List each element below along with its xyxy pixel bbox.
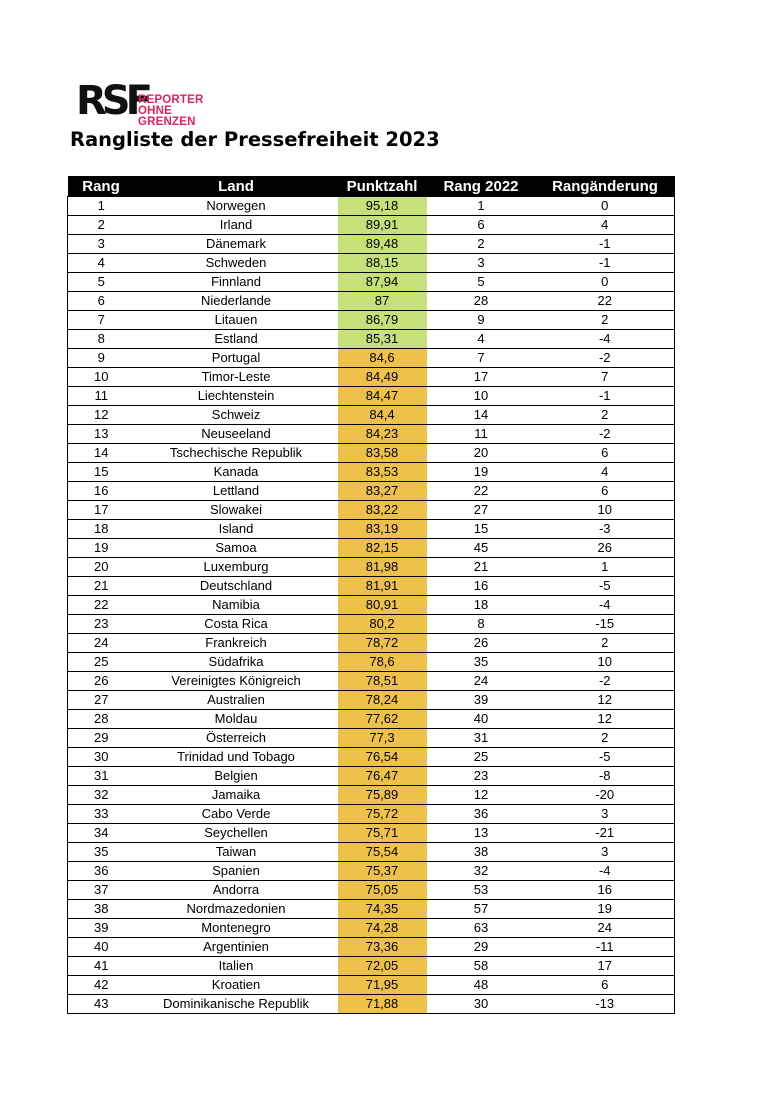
cell-rank-change: 22 [536,292,675,311]
cell-country: Timor-Leste [135,368,338,387]
cell-rank-change: -8 [536,767,675,786]
ranking-table-header [68,176,675,197]
table-row [68,862,675,881]
cell-rank-2022: 28 [427,292,536,311]
cell-score: 89,91 [338,216,427,235]
cell-country: Australien [135,691,338,710]
table-row [68,425,675,444]
cell-score: 78,51 [338,672,427,691]
cell-country: Montenegro [135,919,338,938]
cell-rank-change: 6 [536,482,675,501]
page-title: Rangliste der Pressefreiheit 2023 [70,128,440,151]
cell-score: 78,24 [338,691,427,710]
cell-score: 83,53 [338,463,427,482]
cell-rank-2022: 11 [427,425,536,444]
cell-rank-2022: 10 [427,387,536,406]
cell-rank: 27 [68,691,135,710]
cell-rank-2022: 17 [427,368,536,387]
cell-rank-2022: 13 [427,824,536,843]
cell-rank-change: 12 [536,691,675,710]
cell-country: Irland [135,216,338,235]
cell-rank-change: 0 [536,197,675,216]
cell-score: 74,35 [338,900,427,919]
cell-score: 85,31 [338,330,427,349]
cell-country: Schweiz [135,406,338,425]
header-rank-2022: Rang 2022 [427,176,536,197]
cell-rank-change: 17 [536,957,675,976]
cell-country: Luxemburg [135,558,338,577]
table-row [68,501,675,520]
cell-rank-2022: 23 [427,767,536,786]
cell-score: 74,28 [338,919,427,938]
cell-rank-change: 2 [536,729,675,748]
cell-rank: 9 [68,349,135,368]
table-row [68,919,675,938]
cell-rank: 40 [68,938,135,957]
table-row [68,672,675,691]
cell-rank-change: 4 [536,463,675,482]
cell-score: 75,71 [338,824,427,843]
table-row [68,767,675,786]
cell-score: 75,37 [338,862,427,881]
table-row [68,216,675,235]
cell-score: 87,94 [338,273,427,292]
cell-rank-change: 10 [536,653,675,672]
table-row [68,596,675,615]
cell-score: 89,48 [338,235,427,254]
table-row [68,786,675,805]
cell-country: Frankreich [135,634,338,653]
cell-score: 71,95 [338,976,427,995]
cell-rank: 12 [68,406,135,425]
table-row [68,615,675,634]
cell-rank-2022: 24 [427,672,536,691]
table-row [68,349,675,368]
cell-rank-2022: 22 [427,482,536,501]
cell-rank-2022: 19 [427,463,536,482]
cell-score: 84,23 [338,425,427,444]
cell-rank-change: -4 [536,862,675,881]
cell-country: Schweden [135,254,338,273]
cell-rank-change: 4 [536,216,675,235]
cell-rank: 19 [68,539,135,558]
cell-rank: 20 [68,558,135,577]
cell-country: Vereinigtes Königreich [135,672,338,691]
cell-rank-2022: 38 [427,843,536,862]
cell-rank: 28 [68,710,135,729]
table-row [68,805,675,824]
cell-rank-change: 3 [536,805,675,824]
cell-rank: 6 [68,292,135,311]
cell-rank: 33 [68,805,135,824]
cell-rank-change: 1 [536,558,675,577]
cell-score: 84,49 [338,368,427,387]
cell-score: 77,62 [338,710,427,729]
cell-rank: 13 [68,425,135,444]
cell-score: 72,05 [338,957,427,976]
cell-rank-2022: 30 [427,995,536,1014]
cell-rank-change: -5 [536,577,675,596]
table-row [68,900,675,919]
rsf-logo-text [138,95,226,128]
cell-rank-2022: 58 [427,957,536,976]
cell-rank: 14 [68,444,135,463]
cell-rank-2022: 45 [427,539,536,558]
cell-country: Niederlande [135,292,338,311]
cell-rank-change: 2 [536,311,675,330]
cell-rank: 23 [68,615,135,634]
cell-country: Namibia [135,596,338,615]
cell-rank-2022: 9 [427,311,536,330]
table-row [68,976,675,995]
cell-rank-change: 6 [536,444,675,463]
header-country: Land [135,176,338,197]
cell-rank-2022: 2 [427,235,536,254]
cell-rank-change: 2 [536,406,675,425]
cell-rank: 37 [68,881,135,900]
cell-score: 95,18 [338,197,427,216]
cell-rank: 2 [68,216,135,235]
cell-rank-change: 6 [536,976,675,995]
cell-rank-2022: 39 [427,691,536,710]
cell-country: Neuseeland [135,425,338,444]
cell-country: Österreich [135,729,338,748]
ranking-table [67,176,675,1014]
cell-country: Taiwan [135,843,338,862]
cell-rank: 31 [68,767,135,786]
table-row [68,197,675,216]
cell-rank: 10 [68,368,135,387]
cell-rank-2022: 29 [427,938,536,957]
cell-rank: 32 [68,786,135,805]
cell-country: Liechtenstein [135,387,338,406]
header-score: Punktzahl [338,176,427,197]
cell-rank-2022: 16 [427,577,536,596]
cell-rank-change: -21 [536,824,675,843]
cell-rank-2022: 21 [427,558,536,577]
cell-rank: 42 [68,976,135,995]
cell-country: Kanada [135,463,338,482]
cell-rank: 25 [68,653,135,672]
rsf-logo [76,78,226,128]
cell-country: Italien [135,957,338,976]
cell-rank: 35 [68,843,135,862]
table-row [68,558,675,577]
cell-rank-change: 3 [536,843,675,862]
table-row [68,577,675,596]
cell-score: 78,6 [338,653,427,672]
cell-country: Trinidad und Tobago [135,748,338,767]
cell-rank-2022: 15 [427,520,536,539]
table-row [68,406,675,425]
cell-rank-change: -5 [536,748,675,767]
table-row [68,463,675,482]
header-rank-change: Rangänderung [536,176,675,197]
table-row [68,330,675,349]
cell-rank-2022: 20 [427,444,536,463]
cell-rank: 8 [68,330,135,349]
cell-rank-change: -15 [536,615,675,634]
cell-score: 83,22 [338,501,427,520]
cell-rank-2022: 12 [427,786,536,805]
table-row [68,653,675,672]
cell-rank: 38 [68,900,135,919]
cell-rank-change: 26 [536,539,675,558]
cell-rank-change: -1 [536,387,675,406]
cell-rank-change: 24 [536,919,675,938]
cell-rank: 43 [68,995,135,1014]
cell-rank-change: 2 [536,634,675,653]
cell-rank-2022: 18 [427,596,536,615]
cell-rank: 7 [68,311,135,330]
cell-rank-change: -3 [536,520,675,539]
cell-rank-change: -4 [536,596,675,615]
cell-score: 73,36 [338,938,427,957]
cell-score: 81,91 [338,577,427,596]
cell-rank: 29 [68,729,135,748]
cell-rank-2022: 48 [427,976,536,995]
table-row [68,539,675,558]
cell-rank-change: 0 [536,273,675,292]
cell-rank-change: -20 [536,786,675,805]
cell-score: 84,6 [338,349,427,368]
header-row [68,176,675,197]
cell-rank-change: 16 [536,881,675,900]
table-row [68,368,675,387]
cell-rank-2022: 8 [427,615,536,634]
cell-rank-2022: 40 [427,710,536,729]
cell-rank: 16 [68,482,135,501]
cell-rank: 30 [68,748,135,767]
cell-score: 77,3 [338,729,427,748]
cell-score: 84,47 [338,387,427,406]
table-row [68,938,675,957]
cell-rank: 3 [68,235,135,254]
table-row [68,444,675,463]
table-row [68,729,675,748]
cell-rank: 5 [68,273,135,292]
cell-score: 81,98 [338,558,427,577]
cell-country: Dänemark [135,235,338,254]
cell-rank-2022: 53 [427,881,536,900]
cell-country: Jamaika [135,786,338,805]
table-row [68,691,675,710]
table-row [68,881,675,900]
cell-score: 75,54 [338,843,427,862]
cell-rank-2022: 27 [427,501,536,520]
cell-score: 80,2 [338,615,427,634]
cell-rank: 24 [68,634,135,653]
table-row [68,824,675,843]
cell-country: Seychellen [135,824,338,843]
cell-country: Costa Rica [135,615,338,634]
cell-score: 75,05 [338,881,427,900]
cell-score: 86,79 [338,311,427,330]
cell-rank-change: -1 [536,254,675,273]
cell-country: Samoa [135,539,338,558]
rsf-logo-mark: RSF [76,78,148,124]
table-row [68,748,675,767]
cell-score: 83,19 [338,520,427,539]
cell-score: 84,4 [338,406,427,425]
cell-country: Estland [135,330,338,349]
table-row [68,292,675,311]
cell-score: 71,88 [338,995,427,1014]
cell-rank-2022: 6 [427,216,536,235]
cell-score: 83,58 [338,444,427,463]
cell-rank-change: -1 [536,235,675,254]
cell-rank-change: -2 [536,349,675,368]
cell-rank-change: 7 [536,368,675,387]
cell-rank-change: -13 [536,995,675,1014]
cell-country: Kroatien [135,976,338,995]
cell-rank-2022: 4 [427,330,536,349]
rsf-logo-line1: REPORTER [138,94,204,106]
cell-rank-2022: 1 [427,197,536,216]
table-row [68,843,675,862]
table-row [68,235,675,254]
cell-rank: 18 [68,520,135,539]
cell-country: Finnland [135,273,338,292]
cell-rank: 34 [68,824,135,843]
cell-score: 80,91 [338,596,427,615]
cell-score: 76,54 [338,748,427,767]
cell-rank-change: -11 [536,938,675,957]
cell-rank-change: -2 [536,425,675,444]
cell-rank-2022: 63 [427,919,536,938]
ranking-table-body [68,197,675,1014]
cell-rank-2022: 25 [427,748,536,767]
cell-score: 88,15 [338,254,427,273]
cell-country: Lettland [135,482,338,501]
cell-country: Nordmazedonien [135,900,338,919]
table-row [68,311,675,330]
table-row [68,995,675,1014]
cell-score: 83,27 [338,482,427,501]
table-row [68,254,675,273]
cell-rank: 22 [68,596,135,615]
cell-rank: 11 [68,387,135,406]
cell-rank-2022: 36 [427,805,536,824]
cell-rank: 15 [68,463,135,482]
cell-country: Südafrika [135,653,338,672]
table-row [68,710,675,729]
header-rank: Rang [68,176,135,197]
cell-rank: 39 [68,919,135,938]
cell-country: Andorra [135,881,338,900]
cell-rank-change: -4 [536,330,675,349]
cell-rank: 36 [68,862,135,881]
cell-country: Argentinien [135,938,338,957]
cell-rank-2022: 57 [427,900,536,919]
cell-score: 87 [338,292,427,311]
cell-rank-2022: 14 [427,406,536,425]
table-row [68,482,675,501]
table-row [68,634,675,653]
cell-country: Dominikanische Republik [135,995,338,1014]
cell-country: Norwegen [135,197,338,216]
cell-rank-change: 10 [536,501,675,520]
cell-rank: 21 [68,577,135,596]
cell-score: 76,47 [338,767,427,786]
cell-score: 75,89 [338,786,427,805]
cell-country: Tschechische Republik [135,444,338,463]
cell-rank-change: -2 [536,672,675,691]
cell-country: Island [135,520,338,539]
cell-country: Portugal [135,349,338,368]
cell-rank: 4 [68,254,135,273]
cell-rank-2022: 7 [427,349,536,368]
cell-rank-change: 12 [536,710,675,729]
cell-score: 75,72 [338,805,427,824]
cell-score: 82,15 [338,539,427,558]
cell-country: Slowakei [135,501,338,520]
cell-country: Spanien [135,862,338,881]
cell-country: Belgien [135,767,338,786]
cell-country: Cabo Verde [135,805,338,824]
cell-rank: 17 [68,501,135,520]
table-row [68,957,675,976]
cell-rank-2022: 32 [427,862,536,881]
cell-rank: 26 [68,672,135,691]
cell-rank-2022: 35 [427,653,536,672]
cell-rank-2022: 26 [427,634,536,653]
cell-rank-2022: 5 [427,273,536,292]
cell-rank: 41 [68,957,135,976]
cell-rank-2022: 3 [427,254,536,273]
rsf-logo-line2: OHNE GRENZEN [138,105,196,128]
cell-rank-2022: 31 [427,729,536,748]
table-row [68,273,675,292]
table-row [68,387,675,406]
cell-rank: 1 [68,197,135,216]
cell-rank-change: 19 [536,900,675,919]
cell-score: 78,72 [338,634,427,653]
cell-country: Moldau [135,710,338,729]
cell-country: Litauen [135,311,338,330]
cell-country: Deutschland [135,577,338,596]
table-row [68,520,675,539]
